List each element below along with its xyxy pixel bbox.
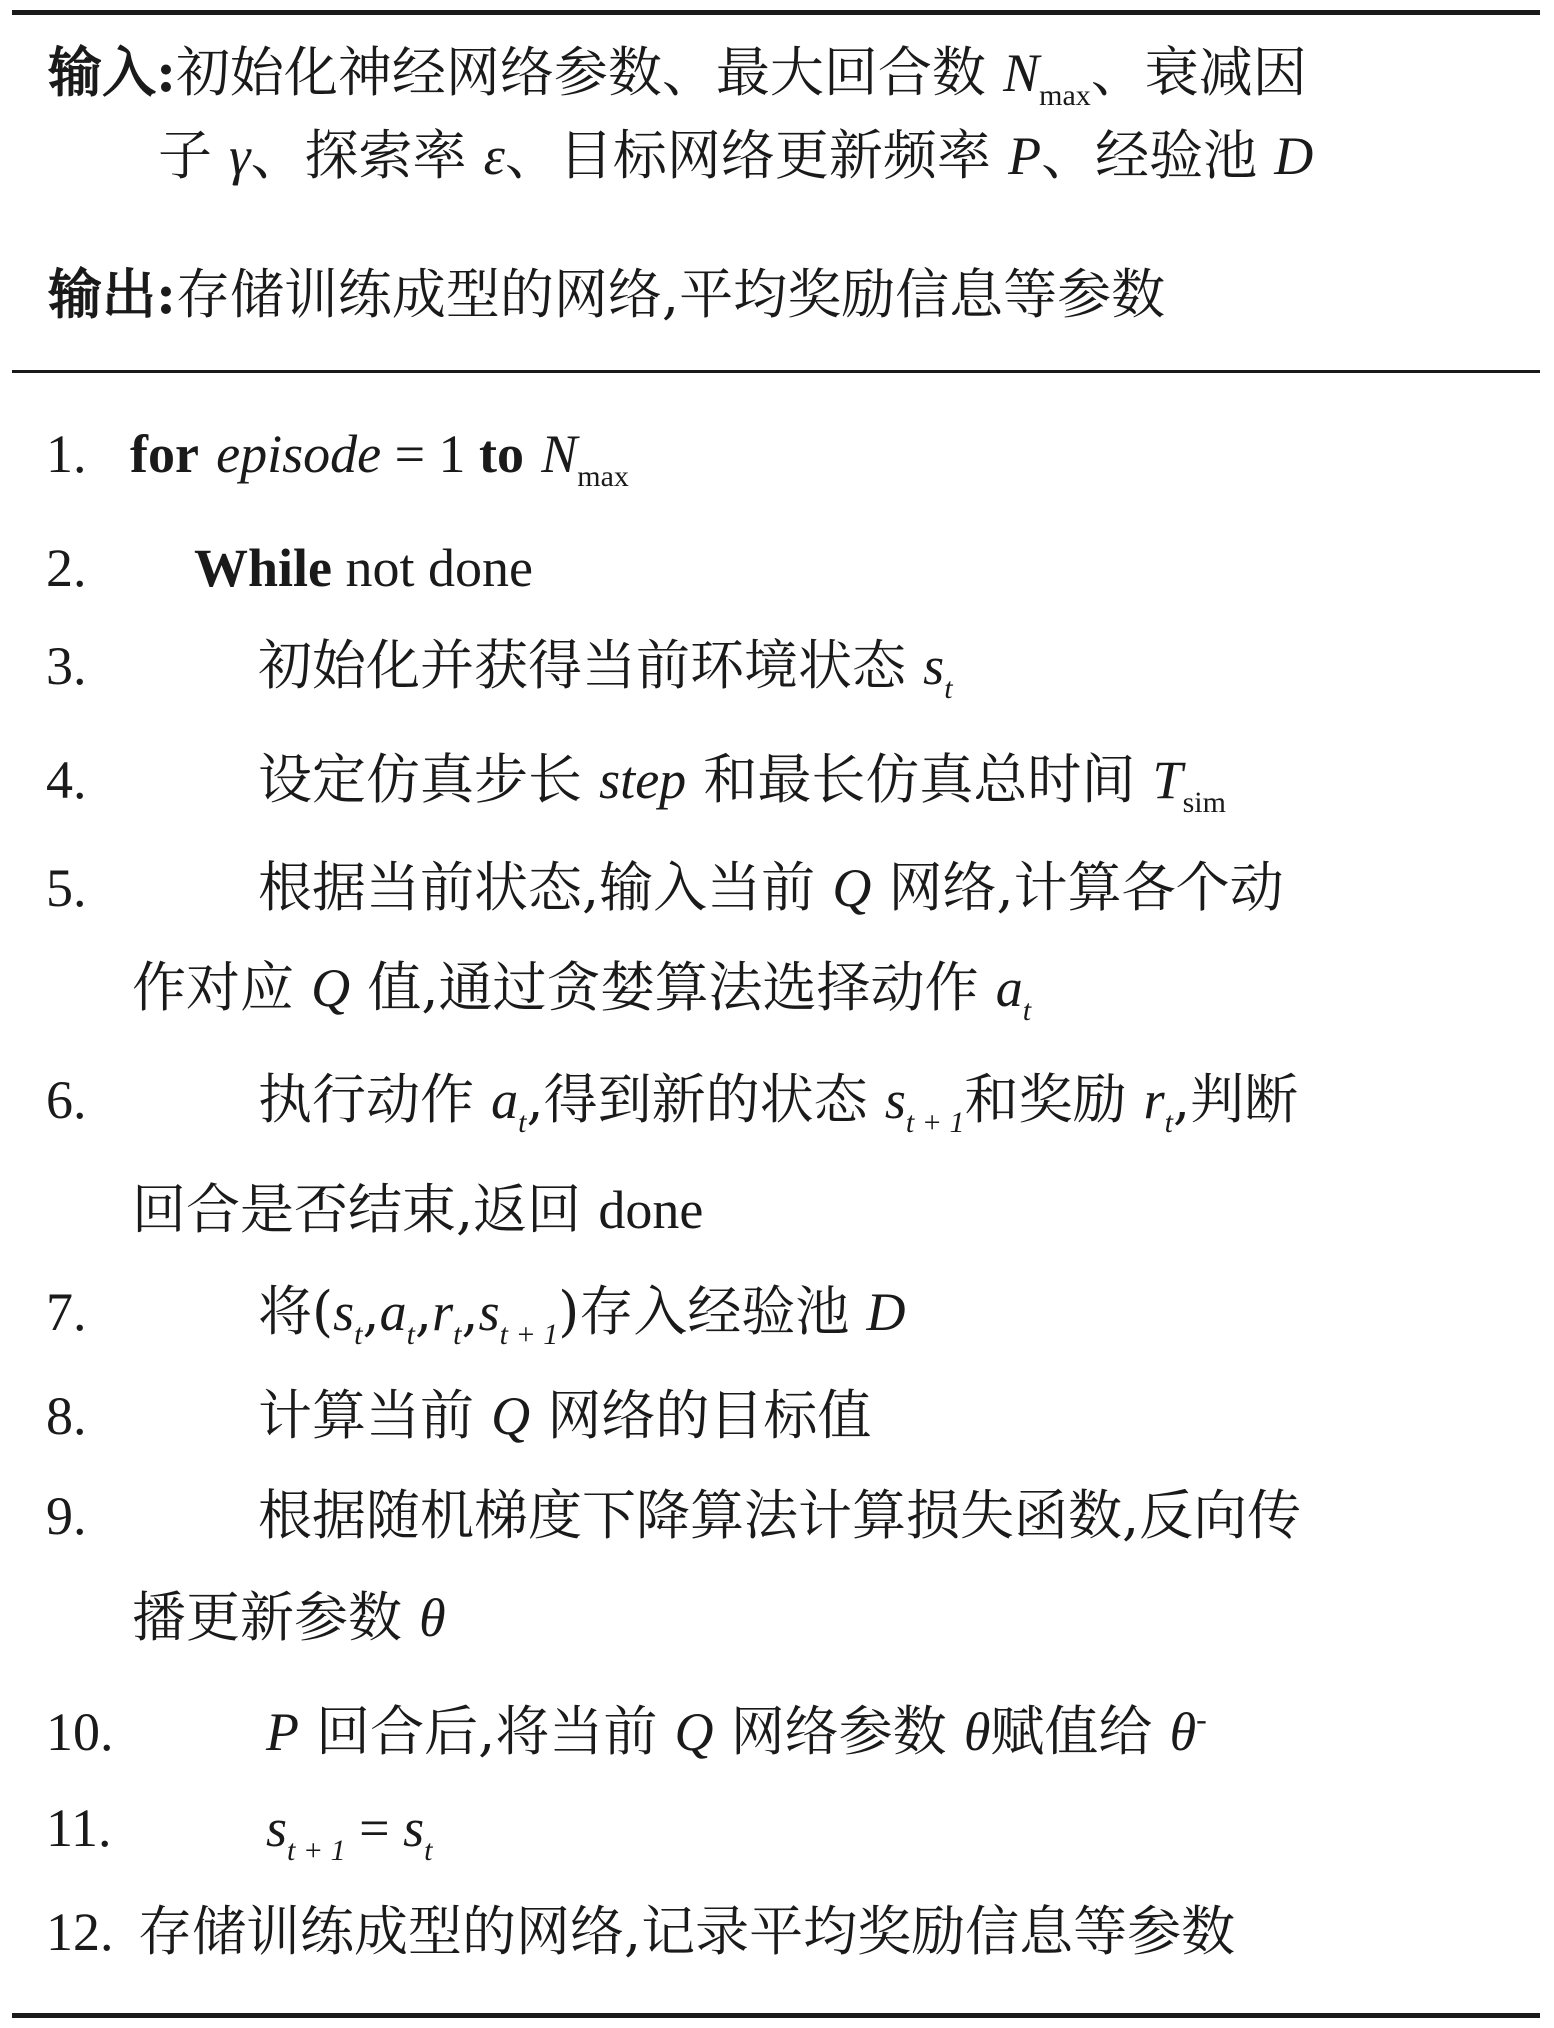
output-label: 输出:	[48, 262, 176, 326]
state-symbol: s	[884, 1070, 906, 1130]
step-text-b: ,得到新的状态	[526, 1068, 868, 1131]
action-subscript: t	[406, 1318, 415, 1351]
state-subscript: t	[944, 672, 953, 705]
keyword-for: for	[130, 424, 199, 484]
step-9	[0, 1484, 1554, 1548]
step-variable: step	[599, 750, 687, 810]
n-max-subscript: max	[1039, 79, 1091, 112]
input-text-2b: 、探索率	[250, 124, 467, 187]
step-2	[0, 536, 1554, 600]
action-subscript: t	[1022, 994, 1032, 1027]
action-symbol: a	[491, 1070, 519, 1130]
p-symbol: P	[266, 1702, 299, 1762]
input-text-2d: 、经验池	[1041, 124, 1258, 187]
step-text-b: 网络参数	[730, 1700, 947, 1763]
comma: ,	[362, 1280, 380, 1343]
step-text-b: 网络的目标值	[547, 1384, 872, 1447]
step-number: 7.	[46, 1282, 87, 1342]
step-number: 1.	[46, 424, 87, 484]
d-symbol: D	[866, 1282, 906, 1342]
next-state-symbol: s	[266, 1798, 288, 1858]
state-symbol: s	[923, 636, 945, 696]
input-text-1b: 、衰减因	[1090, 41, 1307, 104]
equals-one: = 1	[381, 424, 480, 484]
next-state-subscript: t + 1	[499, 1318, 559, 1351]
step-text-c: 赋值给	[990, 1700, 1153, 1763]
step-text-a: 回合后,将当前	[316, 1700, 658, 1763]
t-symbol: T	[1152, 750, 1183, 810]
step-text-b: 网络,计算各个动	[888, 856, 1284, 919]
step-text-a: 将(	[258, 1280, 334, 1343]
while-condition: not done	[332, 538, 533, 598]
comma: ,	[461, 1280, 479, 1343]
next-state-subscript: t + 1	[287, 1834, 346, 1867]
step-text-d: 值,通过贪婪算法选择动作	[367, 956, 979, 1019]
equals-sign: =	[345, 1798, 404, 1858]
step-text-a: 设定仿真步长	[258, 748, 582, 811]
step-number: 12.	[46, 1902, 114, 1962]
n-subscript: max	[577, 460, 629, 493]
step-text-a: 计算当前	[258, 1384, 474, 1447]
step-number: 9.	[46, 1486, 87, 1546]
step-4	[0, 748, 1554, 819]
reward-symbol: r	[432, 1282, 454, 1342]
step-text-c: 和奖励	[964, 1068, 1127, 1131]
input-line-2	[158, 124, 1313, 188]
state-subscript: t + 1	[905, 1106, 965, 1139]
q-symbol: Q	[491, 1386, 531, 1446]
output-line	[48, 262, 1165, 326]
action-symbol: a	[379, 1282, 407, 1342]
n-symbol: N	[541, 424, 578, 484]
q-symbol: Q	[311, 958, 351, 1018]
bottom-rule	[12, 2013, 1540, 2018]
step-text-d: ,判断	[1173, 1068, 1299, 1131]
theta-symbol: θ	[419, 1588, 446, 1648]
input-line-1	[48, 40, 1307, 112]
q-symbol: Q	[674, 1702, 714, 1762]
n-max-symbol: N	[1003, 43, 1040, 103]
output-text: 存储训练成型的网络,平均奖励信息等参数	[175, 263, 1166, 326]
action-subscript: t	[518, 1106, 527, 1139]
input-label: 输入:	[48, 40, 176, 104]
gamma-symbol: γ	[229, 126, 251, 186]
d-symbol: D	[1274, 126, 1314, 186]
step-number: 10.	[46, 1702, 114, 1762]
input-text-2c: 、目标网络更新频率	[504, 124, 991, 187]
step-number: 4.	[46, 750, 87, 810]
step-text-b: 和最长仿真总时间	[703, 748, 1136, 811]
step-number: 6.	[46, 1070, 87, 1130]
step-7	[0, 1280, 1554, 1351]
state-symbol: s	[333, 1282, 355, 1342]
state-symbol: s	[403, 1798, 425, 1858]
step-1	[0, 422, 1554, 493]
theta-target-symbol: θ	[1169, 1702, 1197, 1762]
step-9-continued	[132, 1586, 446, 1650]
step-8	[0, 1384, 1554, 1448]
step-number: 5.	[46, 858, 87, 918]
step-5-continued	[132, 956, 1032, 1027]
top-rule	[12, 10, 1540, 15]
done-variable: done	[598, 1180, 704, 1240]
step-5	[0, 856, 1554, 920]
minus-superscript: -	[1196, 1701, 1207, 1737]
comma: ,	[414, 1280, 433, 1343]
step-number: 11.	[46, 1798, 112, 1858]
step-6	[0, 1068, 1554, 1139]
step-text-c: 作对应	[132, 956, 294, 1019]
step-text: 初始化并获得当前环境状态	[258, 634, 906, 697]
reward-symbol: r	[1143, 1070, 1165, 1130]
step-text-e: 回合是否结束,返回	[132, 1178, 582, 1241]
step-11	[0, 1796, 1554, 1867]
p-symbol: P	[1008, 126, 1042, 186]
step-6-continued	[132, 1178, 703, 1242]
action-symbol: a	[995, 958, 1023, 1018]
step-text-a: 根据当前状态,输入当前	[258, 856, 816, 919]
next-state-symbol: s	[478, 1282, 500, 1342]
step-10	[0, 1700, 1554, 1764]
state-subscript: t	[424, 1834, 433, 1867]
step-text: 存储训练成型的网络,记录平均奖励信息等参数	[138, 1900, 1236, 1963]
input-text-1a: 初始化神经网络参数、最大回合数	[175, 41, 986, 104]
step-3	[0, 634, 1554, 705]
reward-subscript: t	[453, 1318, 462, 1351]
step-text-a: 执行动作	[258, 1068, 474, 1131]
step-number: 3.	[46, 636, 87, 696]
input-text-2a: 子	[158, 124, 212, 187]
episode-variable: episode	[216, 424, 382, 484]
epsilon-symbol: ε	[483, 126, 505, 186]
theta-symbol: θ	[963, 1702, 991, 1762]
step-12	[0, 1900, 1554, 1964]
q-symbol: Q	[832, 858, 872, 918]
step-number: 2.	[46, 538, 87, 598]
step-number: 8.	[46, 1386, 87, 1446]
middle-rule	[12, 370, 1540, 373]
reward-subscript: t	[1164, 1106, 1173, 1139]
state-subscript: t	[354, 1318, 363, 1351]
step-text-b: )存入经验池	[558, 1280, 850, 1343]
keyword-to: to	[479, 424, 525, 484]
step-text-b: 播更新参数	[132, 1586, 402, 1649]
step-text-a: 根据随机梯度下降算法计算损失函数,反向传	[258, 1484, 1302, 1547]
keyword-while: While	[194, 538, 333, 598]
t-subscript: sim	[1182, 786, 1226, 819]
